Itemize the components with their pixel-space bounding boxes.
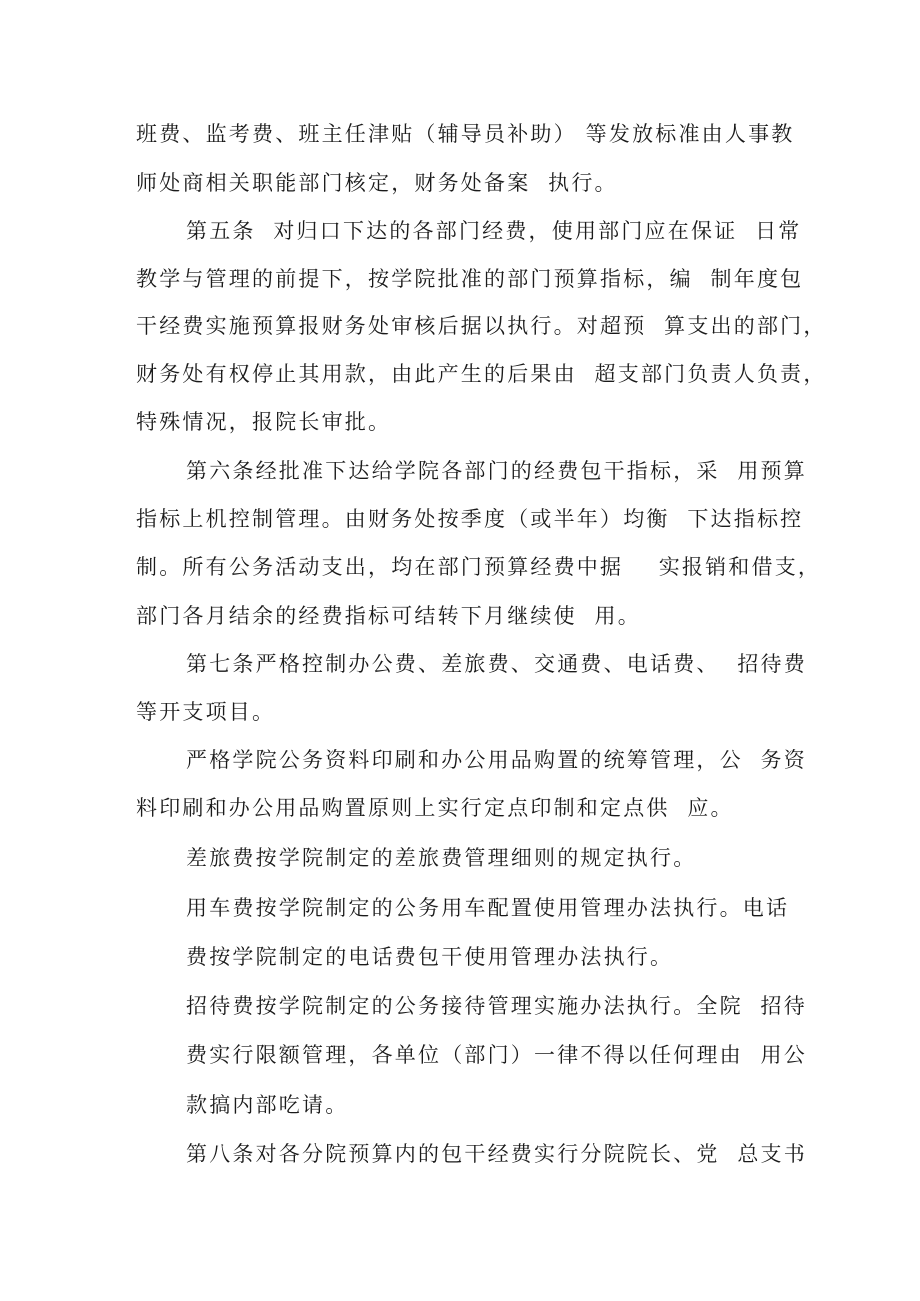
text-line: 费实行限额管理，各单位（部门）一律不得以任何理由 用公 [186,1043,807,1067]
text-line: 教学与管理的前提下，按学院批准的部门预算指标，编 制年度包 [136,267,804,291]
text-line: 用车费按学院制定的公务用车配置使用管理办法执行。电话 [186,896,790,920]
text-line: 制。所有公务活动支出，均在部门预算经费中据 实报销和借支， [136,555,822,579]
text-line: 干经费实施预算报财务处审核后据以执行。对超预 算支出的部门， [136,314,827,338]
text-line: 财务处有权停止其用款，由此产生的后果由 超支部门负责人负责， [136,362,827,386]
text-line: 部门各月结余的经费指标可结转下月继续使 用。 [136,604,641,628]
text-line: 第六条经批准下达给学院各部门的经费包干指标，采 用预算 [186,459,807,483]
text-line: 第五条 对归口下达的各部门经费，使用部门应在保证 日常 [186,219,802,243]
text-line: 指标上机控制管理。由财务处按季度（或半年）均衡 下达指标控 [136,507,804,531]
text-line: 等开支项目。 [136,700,276,724]
text-line: 款搞内部吃请。 [186,1093,349,1117]
text-line: 严格学院公务资料印刷和办公用品购置的统筹管理，公 务资 [186,748,807,772]
text-line: 料印刷和办公用品购置原则上实行定点印制和定点供 应。 [136,796,734,820]
text-line: 费按学院制定的电话费包干使用管理办法执行。 [186,945,674,969]
text-line: 师处商相关职能部门核定，财务处备案 执行。 [136,171,618,195]
text-line: 特殊情况，报院长审批。 [136,410,392,434]
text-line: 第八条对各分院预算内的包干经费实行分院院长、党 总支书 [186,1142,807,1166]
text-line: 差旅费按学院制定的差旅费管理细则的规定执行。 [186,846,697,870]
text-line: 班费、监考费、班主任津贴（辅导员补助） 等发放标准由人事教 [136,122,795,146]
text-line: 第七条严格控制办公费、差旅费、交通费、电话费、 招待费 [186,652,807,676]
text-line: 招待费按学院制定的公务接待管理实施办法执行。全院 招待 [186,994,807,1018]
